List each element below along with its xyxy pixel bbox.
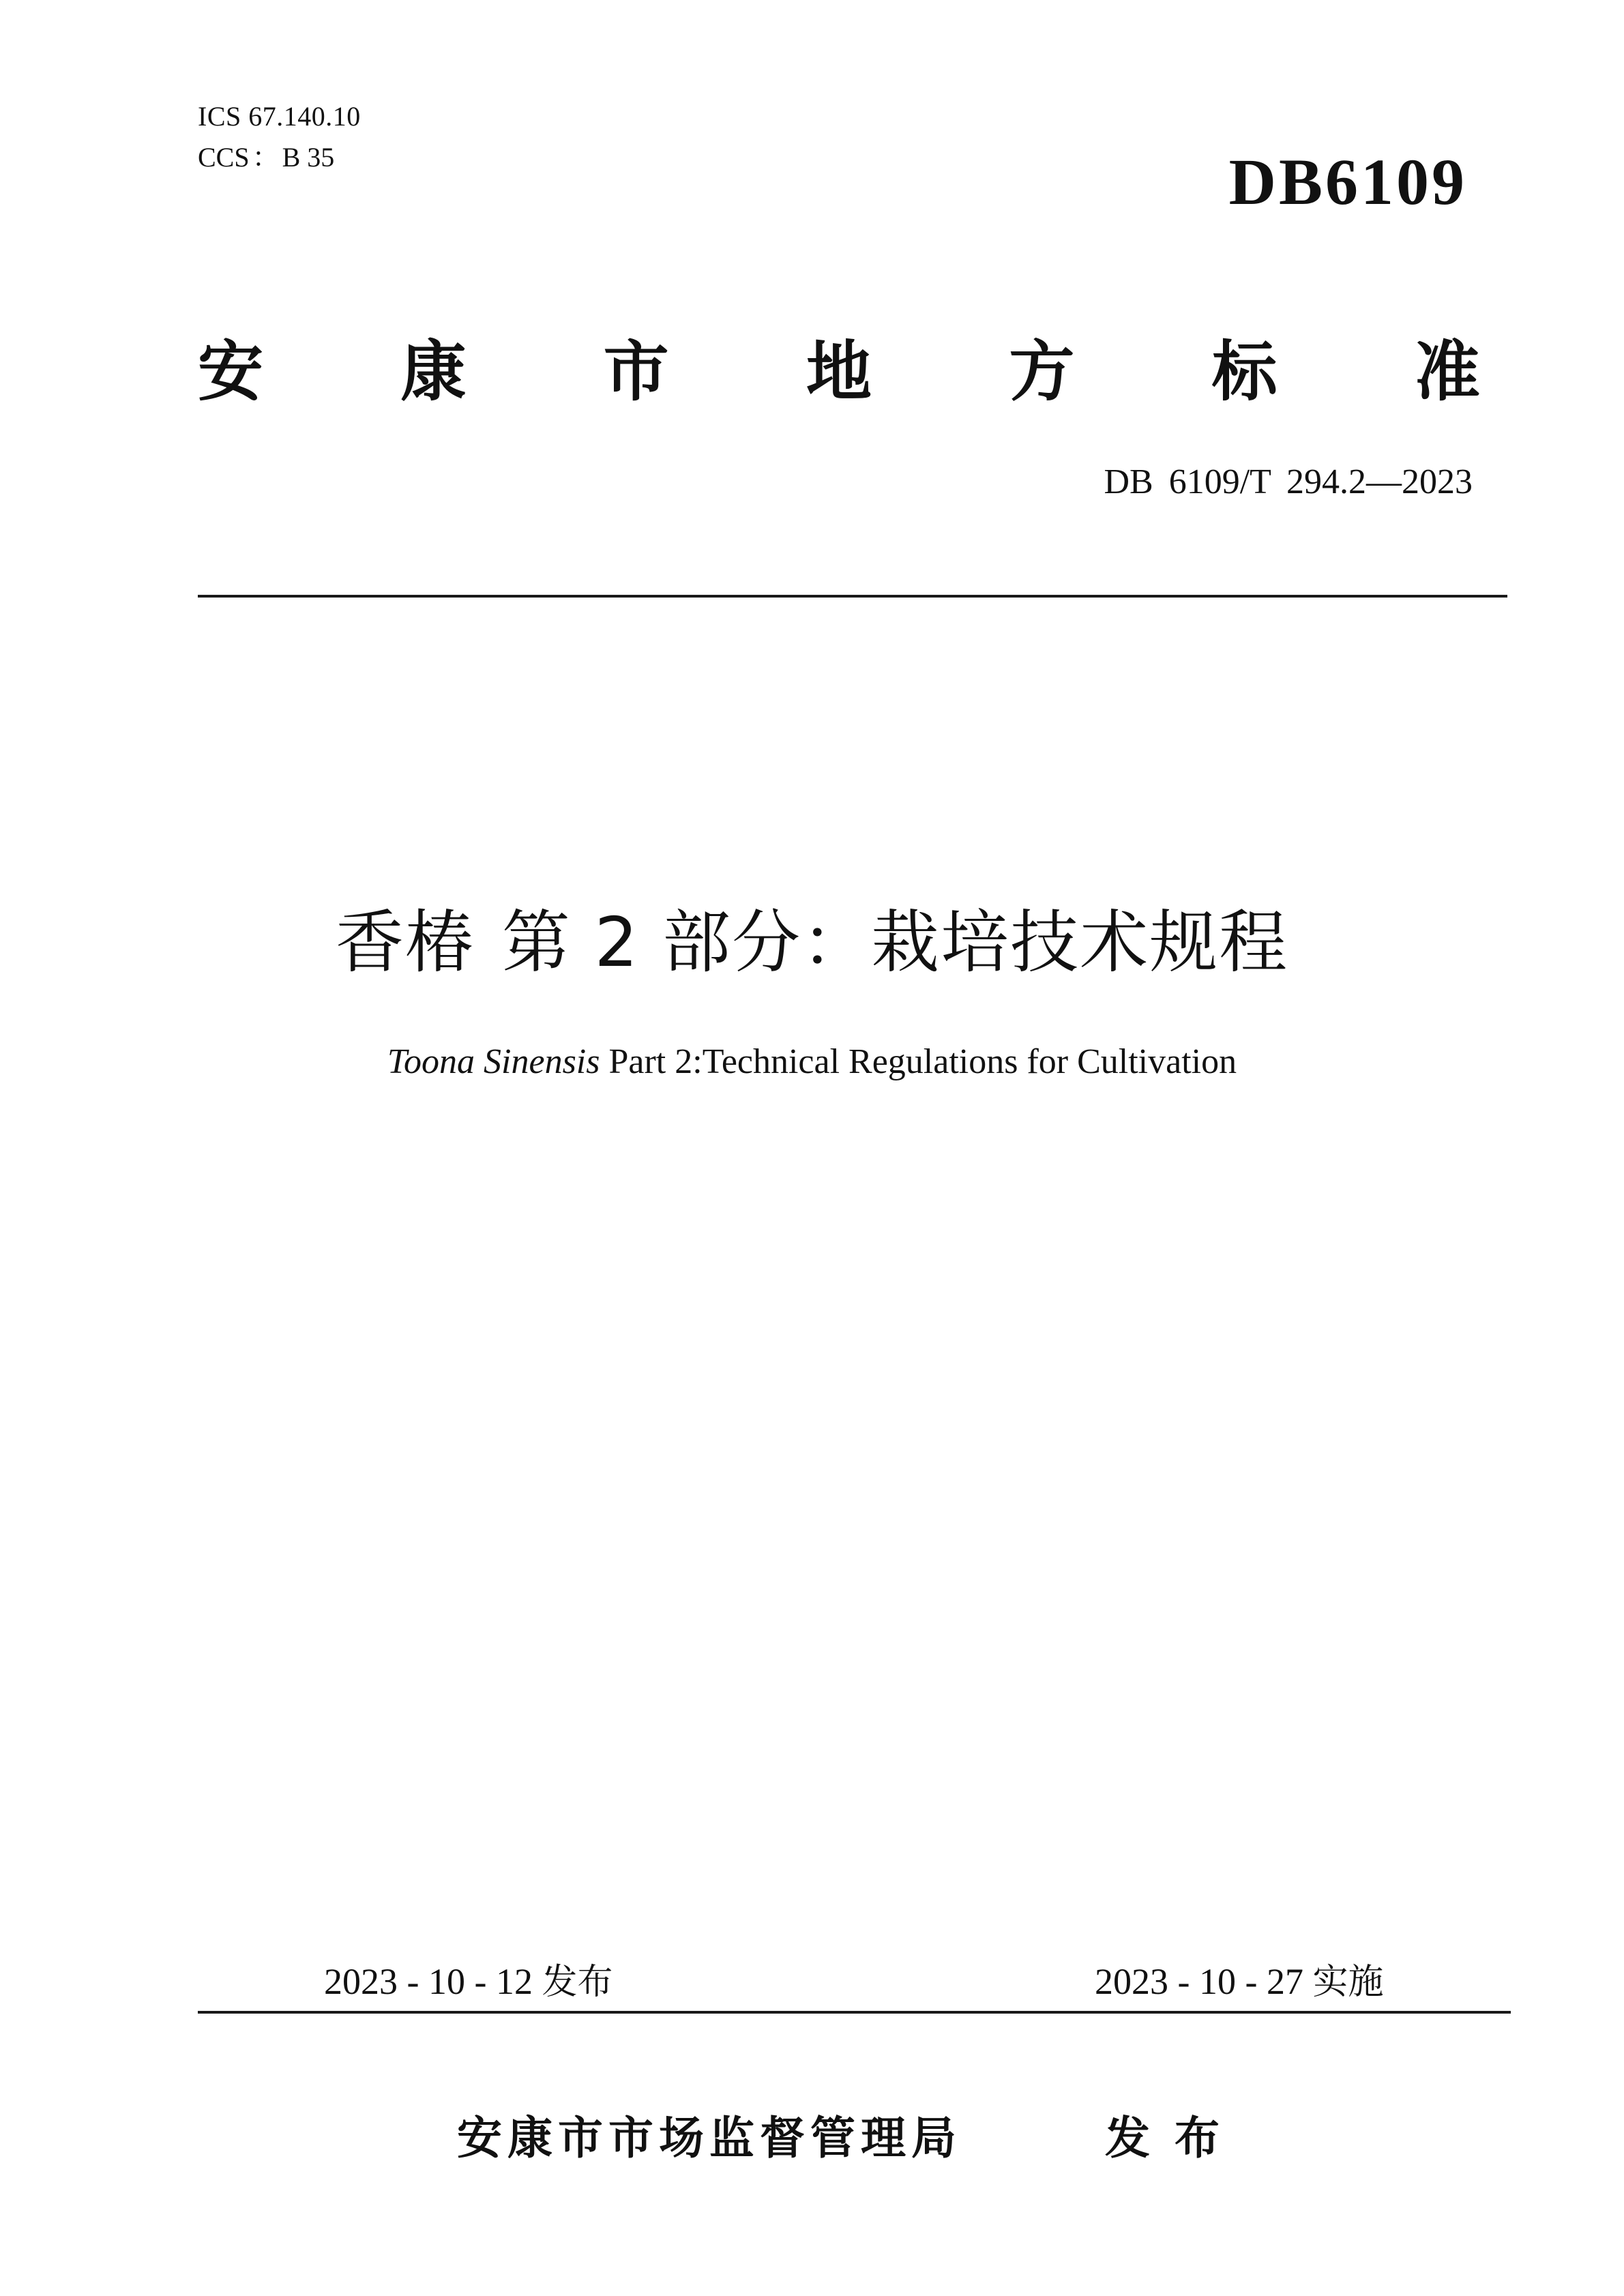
ccs-label: CCS	[198, 142, 250, 173]
bottom-divider	[198, 2011, 1511, 2014]
standard-type-char: 地	[806, 334, 872, 410]
standard-type-char: 准	[1414, 334, 1480, 410]
issuing-authority: 安康市市场监督管理局	[457, 2112, 962, 2164]
title-english	[0, 1040, 1624, 1084]
effective-word: 实施	[1312, 1962, 1384, 2003]
standard-type-char: 市	[603, 334, 669, 410]
ccs-code	[198, 140, 334, 175]
standard-type-char: 方	[1009, 334, 1075, 410]
standard-type-char: 安	[198, 334, 263, 410]
db-code: DB6109	[1228, 145, 1467, 218]
ccs-value: B 35	[282, 142, 335, 173]
top-divider	[198, 595, 1507, 598]
title-en-rest: Part 2:Technical Regulations for Cultivation	[600, 1042, 1237, 1081]
publish-date: 2023 - 10 - 12	[324, 1961, 533, 2002]
title-chinese	[0, 902, 1624, 984]
standard-type-char: 康	[400, 334, 467, 410]
title-en-latin: Toona Sinensis	[387, 1042, 600, 1081]
standard-number: DB 6109/T 294.2—2023	[1104, 462, 1473, 501]
effective-date: 2023 - 10 - 27	[1095, 1961, 1303, 2002]
ccs-separator: ：	[252, 142, 280, 173]
issue-word: 发布	[1105, 2112, 1244, 2164]
title-cn-part2: 第 2 部分：栽培技术规程	[501, 902, 1289, 982]
ics-code: ICS 67.140.10	[198, 101, 361, 132]
effective-date-line	[1095, 1959, 1383, 2005]
standard-type-heading	[198, 334, 1480, 409]
publish-date-line	[324, 1959, 612, 2005]
standard-type-char: 标	[1211, 334, 1278, 410]
publish-word: 发布	[542, 1962, 613, 2003]
title-cn-part1: 香椿	[335, 902, 475, 982]
